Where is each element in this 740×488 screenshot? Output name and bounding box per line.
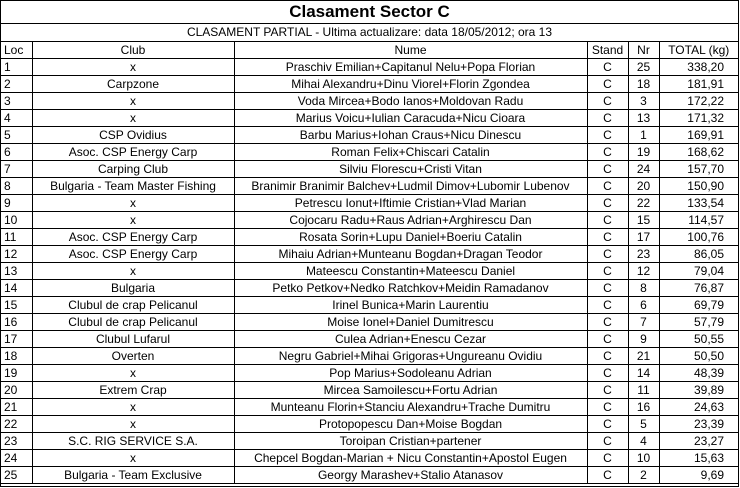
table-row xyxy=(1,365,738,382)
cell-club: Carpzone xyxy=(32,76,234,93)
cell-names: Barbu Marius+Iohan Craus+Nicu Dinescu xyxy=(234,127,587,144)
cell-loc: 24 xyxy=(1,450,32,467)
cell-stand: C xyxy=(587,297,628,314)
cell-nr: 7 xyxy=(628,314,659,331)
header-nr: Nr xyxy=(628,42,659,59)
table-row xyxy=(1,263,738,280)
table-row xyxy=(1,212,738,229)
table-row xyxy=(1,297,738,314)
table-row xyxy=(1,127,738,144)
standings-table xyxy=(1,42,738,484)
cell-stand: C xyxy=(587,246,628,263)
cell-names: Culea Adrian+Enescu Cezar xyxy=(234,331,587,348)
cell-stand: C xyxy=(587,416,628,433)
cell-nr: 14 xyxy=(628,365,659,382)
cell-nr: 4 xyxy=(628,433,659,450)
cell-club: x xyxy=(32,110,234,127)
cell-loc: 18 xyxy=(1,348,32,365)
cell-names: Petko Petkov+Nedko Ratchkov+Meidin Ramadanov xyxy=(234,280,587,297)
cell-names: Moise Ionel+Daniel Dumitrescu xyxy=(234,314,587,331)
cell-nr: 18 xyxy=(628,76,659,93)
table-row xyxy=(1,110,738,127)
cell-names: Negru Gabriel+Mihai Grigoras+Ungureanu Ovidiu xyxy=(234,348,587,365)
header-loc: Loc xyxy=(1,42,32,59)
cell-nr: 3 xyxy=(628,93,659,110)
cell-names: Marius Voicu+Iulian Caracuda+Nicu Cioara xyxy=(234,110,587,127)
cell-nr: 2 xyxy=(628,467,659,484)
cell-total: 150,90 xyxy=(659,178,738,195)
cell-total: 157,70 xyxy=(659,161,738,178)
cell-loc: 17 xyxy=(1,331,32,348)
cell-total: 172,22 xyxy=(659,93,738,110)
cell-nr: 12 xyxy=(628,263,659,280)
table-row xyxy=(1,161,738,178)
cell-total: 57,79 xyxy=(659,314,738,331)
cell-club: x xyxy=(32,450,234,467)
cell-total: 15,63 xyxy=(659,450,738,467)
table-row xyxy=(1,331,738,348)
cell-stand: C xyxy=(587,195,628,212)
table-row xyxy=(1,467,738,484)
cell-stand: C xyxy=(587,127,628,144)
cell-nr: 8 xyxy=(628,280,659,297)
cell-total: 24,63 xyxy=(659,399,738,416)
cell-club: Clubul de crap Pelicanul xyxy=(32,297,234,314)
cell-loc: 1 xyxy=(1,59,32,76)
cell-loc: 3 xyxy=(1,93,32,110)
cell-nr: 9 xyxy=(628,331,659,348)
table-row xyxy=(1,93,738,110)
cell-stand: C xyxy=(587,76,628,93)
cell-loc: 9 xyxy=(1,195,32,212)
cell-total: 100,76 xyxy=(659,229,738,246)
cell-loc: 23 xyxy=(1,433,32,450)
cell-loc: 8 xyxy=(1,178,32,195)
cell-nr: 10 xyxy=(628,450,659,467)
cell-names: Irinel Bunica+Marin Laurentiu xyxy=(234,297,587,314)
header-names: Nume xyxy=(234,42,587,59)
cell-club: x xyxy=(32,416,234,433)
cell-nr: 16 xyxy=(628,399,659,416)
cell-stand: C xyxy=(587,229,628,246)
cell-total: 171,32 xyxy=(659,110,738,127)
cell-club: Bulgaria xyxy=(32,280,234,297)
cell-nr: 22 xyxy=(628,195,659,212)
cell-names: Toroipan Cristian+partener xyxy=(234,433,587,450)
cell-club: Overten xyxy=(32,348,234,365)
cell-stand: C xyxy=(587,144,628,161)
cell-stand: C xyxy=(587,467,628,484)
cell-loc: 15 xyxy=(1,297,32,314)
cell-stand: C xyxy=(587,433,628,450)
table-row xyxy=(1,195,738,212)
cell-loc: 12 xyxy=(1,246,32,263)
cell-total: 338,20 xyxy=(659,59,738,76)
cell-stand: C xyxy=(587,178,628,195)
cell-club: x xyxy=(32,93,234,110)
header-club: Club xyxy=(32,42,234,59)
cell-loc: 14 xyxy=(1,280,32,297)
cell-loc: 22 xyxy=(1,416,32,433)
cell-total: 168,62 xyxy=(659,144,738,161)
cell-club: x xyxy=(32,263,234,280)
cell-club: Asoc. CSP Energy Carp xyxy=(32,229,234,246)
cell-nr: 19 xyxy=(628,144,659,161)
cell-loc: 25 xyxy=(1,467,32,484)
cell-stand: C xyxy=(587,348,628,365)
cell-names: Voda Mircea+Bodo Ianos+Moldovan Radu xyxy=(234,93,587,110)
cell-total: 133,54 xyxy=(659,195,738,212)
cell-nr: 25 xyxy=(628,59,659,76)
cell-total: 48,39 xyxy=(659,365,738,382)
cell-total: 114,57 xyxy=(659,212,738,229)
table-row xyxy=(1,76,738,93)
cell-stand: C xyxy=(587,161,628,178)
table-row xyxy=(1,59,738,76)
table-row xyxy=(1,178,738,195)
cell-total: 39,89 xyxy=(659,382,738,399)
cell-nr: 6 xyxy=(628,297,659,314)
cell-names: Praschiv Emilian+Capitanul Nelu+Popa Florian xyxy=(234,59,587,76)
table-row xyxy=(1,246,738,263)
cell-total: 23,39 xyxy=(659,416,738,433)
cell-club: x xyxy=(32,212,234,229)
cell-loc: 7 xyxy=(1,161,32,178)
cell-stand: C xyxy=(587,399,628,416)
cell-total: 50,55 xyxy=(659,331,738,348)
cell-total: 69,79 xyxy=(659,297,738,314)
cell-club: Clubul Lufarul xyxy=(32,331,234,348)
cell-club: Bulgaria - Team Master Fishing xyxy=(32,178,234,195)
table-row xyxy=(1,433,738,450)
cell-stand: C xyxy=(587,263,628,280)
cell-club: Clubul de crap Pelicanul xyxy=(32,314,234,331)
cell-loc: 11 xyxy=(1,229,32,246)
cell-nr: 1 xyxy=(628,127,659,144)
table-header-row xyxy=(1,42,738,59)
cell-club: S.C. RIG SERVICE S.A. xyxy=(32,433,234,450)
cell-total: 50,50 xyxy=(659,348,738,365)
cell-total: 9,69 xyxy=(659,467,738,484)
cell-total: 169,91 xyxy=(659,127,738,144)
table-row xyxy=(1,382,738,399)
cell-club: x xyxy=(32,195,234,212)
table-row xyxy=(1,399,738,416)
table-row xyxy=(1,450,738,467)
header-stand: Stand xyxy=(587,42,628,59)
cell-club: Asoc. CSP Energy Carp xyxy=(32,246,234,263)
cell-names: Cojocaru Radu+Raus Adrian+Arghirescu Dan xyxy=(234,212,587,229)
table-row xyxy=(1,229,738,246)
cell-stand: C xyxy=(587,365,628,382)
cell-nr: 24 xyxy=(628,161,659,178)
cell-loc: 2 xyxy=(1,76,32,93)
cell-stand: C xyxy=(587,280,628,297)
table-row xyxy=(1,314,738,331)
cell-names: Roman Felix+Chiscari Catalin xyxy=(234,144,587,161)
table-row xyxy=(1,144,738,161)
cell-stand: C xyxy=(587,331,628,348)
cell-names: Branimir Branimir Balchev+Ludmil Dimov+Lubomir Lubenov xyxy=(234,178,587,195)
cell-loc: 20 xyxy=(1,382,32,399)
cell-nr: 23 xyxy=(628,246,659,263)
cell-nr: 13 xyxy=(628,110,659,127)
cell-nr: 17 xyxy=(628,229,659,246)
cell-loc: 4 xyxy=(1,110,32,127)
cell-stand: C xyxy=(587,450,628,467)
cell-loc: 5 xyxy=(1,127,32,144)
cell-stand: C xyxy=(587,212,628,229)
cell-names: Georgy Marashev+Stalio Atanasov xyxy=(234,467,587,484)
cell-names: Chepcel Bogdan-Marian + Nicu Constantin+Apostol Eugen xyxy=(234,450,587,467)
cell-names: Mihai Alexandru+Dinu Viorel+Florin Zgondea xyxy=(234,76,587,93)
cell-loc: 19 xyxy=(1,365,32,382)
cell-club: Carping Club xyxy=(32,161,234,178)
cell-club: Extrem Crap xyxy=(32,382,234,399)
cell-loc: 10 xyxy=(1,212,32,229)
cell-loc: 13 xyxy=(1,263,32,280)
cell-nr: 11 xyxy=(628,382,659,399)
cell-stand: C xyxy=(587,110,628,127)
cell-total: 181,91 xyxy=(659,76,738,93)
cell-total: 76,87 xyxy=(659,280,738,297)
cell-names: Rosata Sorin+Lupu Daniel+Boeriu Catalin xyxy=(234,229,587,246)
table-row xyxy=(1,280,738,297)
cell-names: Pop Marius+Sodoleanu Adrian xyxy=(234,365,587,382)
cell-stand: C xyxy=(587,382,628,399)
cell-total: 79,04 xyxy=(659,263,738,280)
cell-names: Protopopescu Dan+Moise Bogdan xyxy=(234,416,587,433)
cell-club: x xyxy=(32,365,234,382)
page-subtitle: CLASAMENT PARTIAL - Ultima actualizare: data 18/05/2012; ora 13 xyxy=(1,24,738,42)
cell-names: Petrescu Ionut+Iftimie Cristian+Vlad Marian xyxy=(234,195,587,212)
page-title: Clasament Sector C xyxy=(1,1,738,24)
header-total: TOTAL (kg) xyxy=(659,42,738,59)
cell-nr: 15 xyxy=(628,212,659,229)
cell-stand: C xyxy=(587,59,628,76)
cell-nr: 5 xyxy=(628,416,659,433)
cell-stand: C xyxy=(587,93,628,110)
cell-nr: 21 xyxy=(628,348,659,365)
cell-total: 23,27 xyxy=(659,433,738,450)
cell-nr: 20 xyxy=(628,178,659,195)
cell-stand: C xyxy=(587,314,628,331)
cell-loc: 21 xyxy=(1,399,32,416)
cell-club: CSP Ovidius xyxy=(32,127,234,144)
cell-names: Silviu Florescu+Cristi Vitan xyxy=(234,161,587,178)
cell-club: x xyxy=(32,399,234,416)
table-row xyxy=(1,416,738,433)
table-row xyxy=(1,348,738,365)
cell-club: x xyxy=(32,59,234,76)
cell-club: Bulgaria - Team Exclusive xyxy=(32,467,234,484)
cell-names: Munteanu Florin+Stanciu Alexandru+Trache Dumitru xyxy=(234,399,587,416)
cell-club: Asoc. CSP Energy Carp xyxy=(32,144,234,161)
cell-loc: 16 xyxy=(1,314,32,331)
cell-total: 86,05 xyxy=(659,246,738,263)
cell-names: Mihaiu Adrian+Munteanu Bogdan+Dragan Teodor xyxy=(234,246,587,263)
cell-names: Mircea Samoilescu+Fortu Adrian xyxy=(234,382,587,399)
cell-loc: 6 xyxy=(1,144,32,161)
cell-names: Mateescu Constantin+Mateescu Daniel xyxy=(234,263,587,280)
